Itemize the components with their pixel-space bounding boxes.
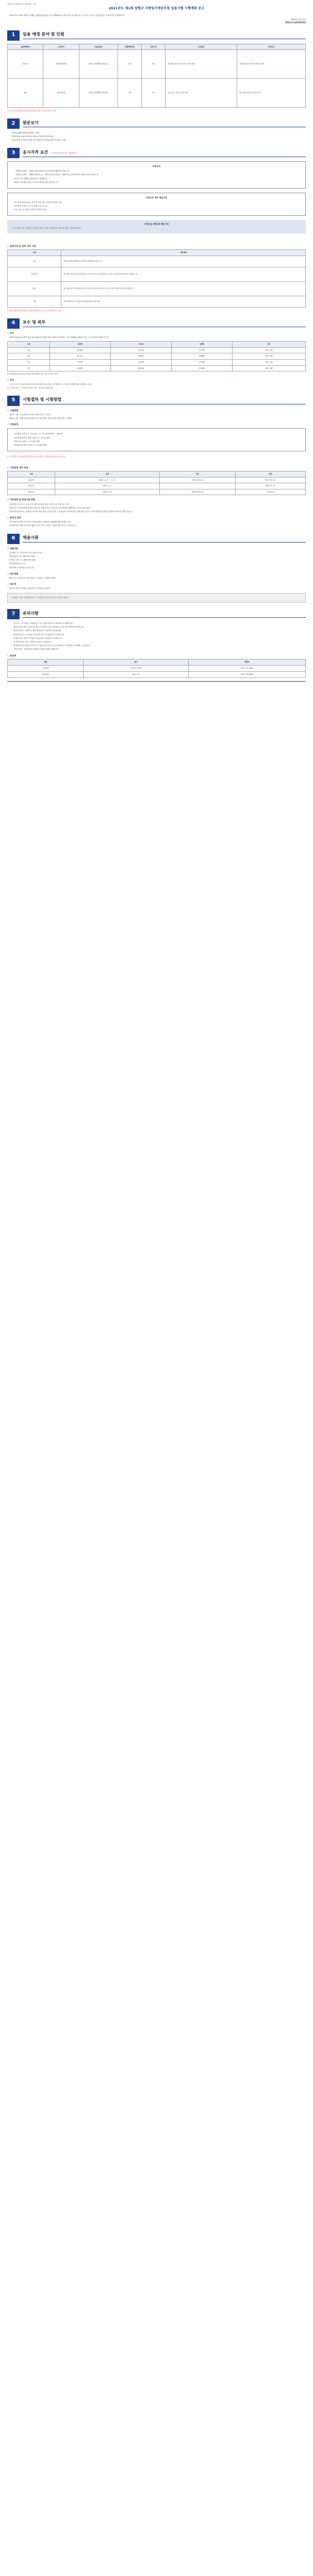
table-cell: 서류전형 — [8, 483, 55, 489]
list-item: 응시원서 및 자기소개서 1부 (별지 서식) — [9, 551, 42, 554]
table-cell: 2021. 2. 9. — [55, 489, 160, 495]
sub-section-title: ○ 관련자격 및 경력 세부 사항 — [7, 245, 36, 248]
submission-note: ※ 제출된 서류는 반환하지 않으며, 기재내용이 사실과 다를 경우 합격을 취소함 — [7, 593, 306, 603]
sub-section-title: ○ 서류전형 및 면접시험 방법 — [7, 498, 35, 501]
table-header: 비고 — [233, 341, 306, 347]
list-item: 제2차 시험: 면접시험 (공무원으로서 정신자세, 전문지식과 응용능력 등 평정) — [9, 417, 72, 420]
table-cell: 41,790 — [171, 347, 232, 353]
section-1-header — [7, 30, 306, 41]
section-number: 2 — [7, 118, 20, 129]
table-cell: 단위: 천원 — [233, 347, 306, 353]
table-row — [8, 477, 306, 483]
table-row — [8, 365, 306, 371]
list-item: 시험에 관한 문의는 양평군청 총무과로 연락하시기 바랍니다. — [13, 637, 62, 639]
table-header: 직급(상당) — [79, 44, 118, 50]
caution-list — [7, 622, 306, 651]
table-cell: 1명 — [118, 50, 141, 79]
table-cell: 48,910 — [110, 353, 171, 360]
table-cell: 지방시간선택제임기제 나급 — [79, 50, 118, 79]
section-title: 임용 예정 분야 및 인원 — [23, 31, 306, 39]
table-note: ※ 경력은 해당 분야 정규직, 임기제, 계약직 등으로 근무한 기간을 모두 포함 — [7, 310, 62, 312]
table-cell: 27,580 — [171, 365, 232, 371]
schedule-item: 최종합격자 발표: 2021. 2. 16.(화) 예정 — [14, 444, 47, 446]
section-5-header — [7, 396, 306, 406]
schedule-box — [7, 428, 306, 451]
list-item: 「지방공무원법」 제66조(정년) 및 「지방공무원 임용령」 제61조의 규정에 의한 정년에 달하지 않은 자 — [14, 174, 98, 176]
table-row — [8, 282, 306, 296]
list-item: 지방공무원법 제25조(임용의 기준) — [11, 131, 40, 134]
table-cell: 홍보 관련 학위 및 경력 소지자 — [237, 79, 306, 108]
list-item: 면접시험 평정요소: 공무원으로서의 정신자세, 전문지식과 그 응용능력, 의사표현의 정확성과 논리성, 예의·품행 및 성실성, 창의력·의지력 및 발전 가능성 — [9, 510, 133, 513]
list-item: 응시자격 경력요건은 자격증, 학위 취득 이후의 경력만 인정 — [14, 201, 62, 204]
table-cell: 31,940 — [171, 359, 232, 365]
document-title: 2021년도 제1회 양평군 지방임기제공무원 임용시험 시행계획 공고 — [108, 6, 205, 10]
table-header: 연락처 — [188, 659, 305, 665]
table-header: 상한액 — [50, 341, 110, 347]
list-item: 「지방공무원법」 제31조(결격사유)의 결격사유에 해당하지 않는 자 — [14, 170, 70, 173]
schedule-item: 원서접수: 2021. 1. 21.(목) ~ 1. 27.(수) 09:00 ~ 18:00 — [14, 433, 62, 435]
table-cell: 양평군청 총무과 — [160, 477, 236, 483]
table-cell: 홍보 — [8, 79, 43, 108]
table-cell: 정보통신 — [8, 267, 61, 282]
footer-divider — [7, 681, 306, 682]
table-cell: 원서접수 — [8, 477, 55, 483]
section-title: 보수 및 복무 — [23, 319, 306, 327]
table-cell: 해당 부서 — [84, 671, 188, 677]
table-cell: 마급 — [8, 365, 50, 371]
section-number: 1 — [7, 30, 20, 41]
table-header: 장소 — [160, 471, 236, 477]
table-cell: 지방공무원법 제31조의 결격사유에 해당되지 않는 자 — [61, 256, 306, 267]
table-cell: 다급 — [8, 353, 50, 360]
intro-text: 2021년도 제1회 양평군 지방임기제공무원 임용시험 시행계획을 다음과 같이 공고합니다. 응시자는 공고문 전문을 반드시 확인하시기 바랍니다. — [9, 14, 125, 16]
positions-table — [7, 44, 306, 108]
table-header: 구분 — [8, 250, 61, 256]
sub-section-title: ○ 시험일정 — [7, 423, 19, 426]
list-item: 최종합격자는 신원조사 결과 결격사유가 없어야 임용됩니다. — [13, 630, 62, 632]
exam-schedule-table — [7, 471, 306, 496]
table-row — [8, 79, 306, 108]
section-2-header — [7, 118, 306, 129]
section-3-header — [7, 148, 306, 158]
section-4-header — [7, 318, 306, 329]
section-title-text: 응시자격 요건 — [23, 150, 48, 155]
section-title: 채용시류 — [23, 535, 306, 543]
table-cell: 나급 — [8, 347, 50, 353]
table-cell: 2년 — [142, 50, 166, 79]
list-item: 경력기간 산정은 공고일 현재 기준으로 함 — [14, 205, 47, 208]
table-cell: 홈페이지 공고 — [236, 483, 306, 489]
table-cell: 69,650 — [50, 347, 110, 353]
table-row — [8, 483, 306, 489]
schedule-item: 서류전형 합격자 발표: 2021. 2. 3.(수) 예정 — [14, 436, 50, 439]
table-cell: 42,590 — [110, 359, 171, 365]
table-header: 구분 — [8, 471, 55, 477]
box-title: 공통요건 — [152, 165, 161, 168]
sub-section-title: ○ 제출서류 — [7, 547, 19, 550]
list-item: 지방공무원 인사분야 통합지침 (제2편 임기제공무원 인사관리 규정) — [11, 139, 66, 142]
table-header: 자격요건 — [237, 44, 306, 50]
table-cell: 2021. 1. 21. ~ 1. 27. — [55, 477, 160, 483]
section-number: 3 — [7, 148, 20, 158]
notice-text: ※ 응시원서 접수 시 제출한 자격증 및 경력은 관련 기관 확인을 거쳐 허위 기재 시 합격을 취소함 — [12, 227, 81, 229]
list-item: 응시자는 응시자격, 시험일정 등 공고 내용을 반드시 확인하시기 바랍니다. — [13, 622, 73, 624]
table-cell: 2021. 2. 3. — [55, 483, 160, 489]
announcement-number: 양평군인사위원회 공고 제2021 - 1호 — [7, 3, 36, 5]
announcement-org: 양평군인사위원회위원장 — [285, 21, 306, 24]
table-cell: 면접시험 — [8, 489, 55, 495]
table-cell: 031-770-2062 — [188, 665, 305, 671]
list-item: 적격자가 없는 경우 선발하지 않을 수 있습니다. — [13, 641, 52, 643]
table-header: 일정 — [55, 471, 160, 477]
table-cell: 라급 — [8, 359, 50, 365]
sub-section-title: ○ 접수방법 — [7, 572, 19, 575]
table-row — [8, 347, 306, 353]
table-cell: 군정 홍보 기획 및 언론 대응 — [166, 79, 237, 108]
table-cell: 61,130 — [50, 353, 110, 360]
table-header: 구분 — [8, 341, 50, 347]
list-item: 양평군 임기제공무원 응시자격 경력요건을 충족하는 자 — [14, 181, 58, 183]
announcement-date: 2021년 1월 11일 — [291, 18, 306, 21]
schedule-item: 면접시험: 2021. 2. 9.(화) 예정 — [14, 440, 40, 443]
table-row — [8, 50, 306, 79]
table-cell: 양평군청 회의실 — [160, 489, 236, 495]
list-item: 동일 기간 내 중복된 경력은 하나만 인정 — [14, 209, 46, 211]
table-header: 비고 — [236, 471, 306, 477]
table-cell: 53,240 — [50, 359, 110, 365]
table-cell: 단위: 천원 — [233, 353, 306, 360]
list-item: 경력증명서 1부 (해당자에 한함) — [9, 555, 36, 557]
list-item: 서류전형 합격자: 응시자격 요건을 갖춘 자 중에서 선발예정인원의 배수 이내 — [9, 521, 71, 523]
section-title — [23, 149, 306, 157]
table-header: 임용기간 — [142, 44, 166, 50]
notice-bar — [7, 220, 306, 233]
qualification-table — [7, 249, 306, 308]
table-cell: 홍보 관련 분야 학사학위 취득 후 3년 이상 실무경력자 또는 동등 이상의 자격이 있다고 인정되는 자 — [61, 282, 306, 296]
table-note: ※ 근무실적 등에 따라 5년의 범위 내에서 임용기간을 연장할 수 있음 — [7, 110, 56, 112]
pay-table — [7, 341, 306, 371]
table-cell: 공통 — [8, 256, 61, 267]
list-item: 제출서류에 허위 사실이 있거나 응시자격 요건을 충족하지 못한 경우 합격을 취소합니다. — [13, 626, 85, 629]
table-header: 주요업무 — [166, 44, 237, 50]
table-cell: 정보통신 관련 업무 총괄 및 보안 관리 — [166, 50, 237, 79]
table-cell: 지방시간선택제임기제 다급 — [79, 79, 118, 108]
table-header: 하한액 — [171, 341, 232, 347]
method-text: 방문 또는 우편 접수 (우편 접수 시 마감일 도착분에 한함) — [9, 577, 56, 579]
table-cell: 55,720 — [110, 347, 171, 353]
table-cell: 정보통신 관련 학위 및 경력 소지자 — [237, 50, 306, 79]
table-header: 근무부서 — [43, 44, 79, 50]
section-7-header — [7, 609, 306, 619]
table-cell: 36,780 — [110, 365, 171, 371]
duty-note: ※ 그 밖의 복무는 「지방공무원 복무규정」 및 관련 법령을 따름 — [7, 387, 53, 389]
list-item: 최종합격자: 면접시험 평정 결과 "우수" 또는 "보통" 등급을 받은 자 중 고득점자 순 — [9, 524, 76, 527]
list-item: 남자의 경우 병역을 필하였거나 면제된 자 — [14, 177, 47, 180]
table-cell: - — [160, 483, 236, 489]
place-text: 경기도 양평군 양평읍 군청앞길 2, 양평군청 총무과 — [9, 587, 51, 590]
sub-section-title: ○ 시험방법 — [7, 409, 19, 412]
table-header: 부서 — [84, 659, 188, 665]
table-cell: 기타 — [8, 296, 61, 308]
pay-note: ※ 임기제공무원의 연봉은 직급별 범위 내에서 경력 등을 고려하여 결정 — [7, 373, 58, 376]
duty-text: 근무시간은 주 20시간(1일 4시간)을 원칙으로 하며, 근무형태는 부서 업무 여건에 따라 조정할 수 있음 — [9, 383, 92, 385]
table-cell: 2년 — [142, 79, 166, 108]
section-number: 5 — [7, 396, 20, 406]
table-cell: 홍보 — [8, 282, 61, 296]
list-item: 최종학력증명서 1부 — [9, 563, 26, 565]
list-item: 면접시험: 서류전형 합격자를 대상으로 전문지식과 응용능력, 의사표현의 정확성과 논리성 등을 평정 — [9, 506, 90, 509]
list-item: 자격증 사본 1부 (해당자에 한함) — [9, 559, 36, 562]
table-cell: 031-770-2000 — [188, 671, 305, 677]
sub-section-title: ○ 복무 — [7, 378, 14, 381]
sub-section-title: ○ 문의처 — [7, 654, 17, 657]
table-cell: 단위: 천원 — [233, 359, 306, 365]
table-cell: 45,970 — [50, 365, 110, 371]
table-row — [8, 256, 306, 267]
table-row — [8, 353, 306, 360]
section-title: 원문보기 — [23, 120, 306, 128]
list-item: 기타 사항은 지방공무원 임용령 및 관련 법령을 따릅니다. — [13, 648, 59, 651]
table-cell: 방문·우편 접수 — [236, 477, 306, 483]
section-6-header — [7, 534, 306, 544]
table-cell: 시험관련 — [8, 665, 84, 671]
schedule-note: ※ 시험일정은 사정에 따라 변경될 수 있으며 변경 시 양평군청 홈페이지에 공고함 — [7, 455, 65, 458]
sub-section-title: ○ 시험일정 세부 안내 — [7, 466, 28, 469]
table-header: 임용예정인원 — [118, 44, 141, 50]
table-cell: 1명 — [118, 79, 141, 108]
section-title: 유의사항 — [23, 611, 306, 618]
table-row — [8, 671, 306, 677]
list-item: 지방공무원 임용령 제21조의2(임기제공무원의 임용) — [11, 135, 54, 138]
table-cell: 업무관련 — [8, 671, 84, 677]
list-item: 최종합격자 중 임용포기자 또는 결격사유 발생 시 차순위자를 추가 합격자로 결정할 수 있습니다. — [13, 645, 91, 647]
table-cell: 기타 자격요건은 지방공무원 임용령 별표 등을 따름 — [61, 296, 306, 308]
table-header: 기준액 — [110, 341, 171, 347]
table-header: 임용예정분야 — [8, 44, 43, 50]
section-number: 4 — [7, 318, 20, 329]
table-cell: 단위: 천원 — [233, 365, 306, 371]
table-header: 구분 — [8, 659, 84, 665]
sub-section-title: ○ 보수 — [7, 331, 14, 334]
sub-section-title: ○ 합격자 결정 — [7, 516, 21, 519]
table-row — [8, 489, 306, 495]
table-cell: 정보통신 — [8, 50, 43, 79]
legal-basis-list — [7, 132, 306, 142]
section-number: 6 — [7, 534, 20, 544]
table-row — [8, 267, 306, 282]
sub-section-title: ○ 접수처 — [7, 583, 17, 586]
table-cell: 36,680 — [171, 353, 232, 360]
sub-requirements-box — [7, 193, 306, 216]
list-item: 개인정보 수집·이용 동의서 1부 — [9, 566, 35, 569]
section-title: 시험절차 및 시험방법 — [23, 397, 306, 404]
pay-text: 지방공무원보수규정에 의한 임기제공무원 연봉 범위 내에서 결정하며, 시간선택제임기제공무원은 근무시간에 비례하여 지급 — [9, 336, 109, 338]
table-cell: 정보통신 관련 분야 학사학위 취득 후 3년 이상 실무경력자 또는 동등 이상의 자격이 있다고 인정되는 자 — [61, 267, 306, 282]
contact-table — [7, 659, 306, 678]
list-item: 면접시험 당일 응시표와 신분증을 반드시 지참하시기 바랍니다. — [13, 633, 64, 636]
table-cell: 총무과 인사팀 — [84, 665, 188, 671]
list-item: 제1차 시험: 서류전형 (응시자격 적격 여부 등 심사) — [9, 413, 51, 416]
notice-title: 자격증 및 경력조회 방법 안내 — [144, 223, 169, 226]
section-number: 7 — [7, 609, 20, 619]
table-cell: 기획예산담당관 — [43, 50, 79, 79]
table-cell: 홍보담당관 — [43, 79, 79, 108]
list-item: 서류전형: 응시자격 요건 충족 여부 및 관련 경력, 자격 등을 서면으로 심사 — [9, 503, 69, 505]
table-header: 세부내용 — [61, 250, 306, 256]
box-title: 자격요건 세부 적용기준 — [145, 196, 168, 199]
table-row — [8, 665, 306, 671]
table-row — [8, 296, 306, 308]
section-badge: ※ (기준일) 면접시험 시행예정일 — [51, 152, 76, 155]
table-row — [8, 359, 306, 365]
table-cell: 개별 통보 — [236, 489, 306, 495]
requirements-box — [7, 161, 306, 189]
